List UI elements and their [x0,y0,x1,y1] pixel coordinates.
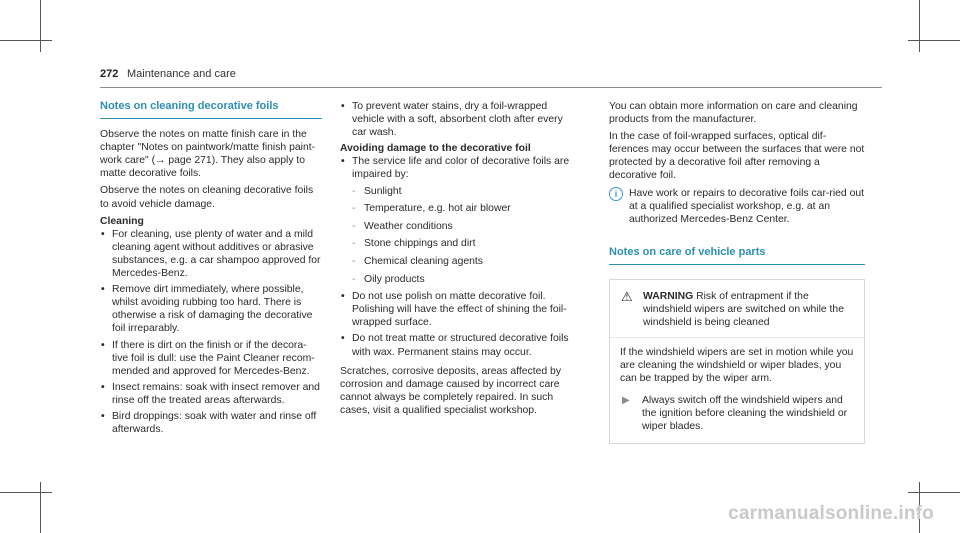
header-rule [100,87,882,88]
list-item: • For cleaning, use plenty of water and a mild cleaning agent without additives or abrasive substances, e.g. a car shampoo approved for Mercedes-Benz. [100,228,322,280]
dash-item: - Sunlight [340,185,580,198]
dash-item: - Stone chippings and dirt [340,237,580,250]
paragraph: Observe the notes on matte finish care in the chapter "Notes on paintwork/matte finish paint-work care" (→ page 271). They also apply to matte decorative foils. [100,129,316,180]
crop-mark [0,492,52,493]
cleaning-list [100,228,322,436]
warning-action [620,394,854,433]
crop-mark [40,482,41,533]
list-item: • Insect remains: soak with insect remover and rinse off the treated areas afterwards. [100,381,322,407]
warning-icon: ⚠ [621,288,633,304]
paragraph: Observe the notes on cleaning decorative foils to avoid vehicle damage. [100,185,314,210]
info-text: Have work or repairs to decorative foils car-ried out at a qualified specialist workshop, e.g. at an authorized Mercedes-Benz Center. [629,187,865,225]
list-item: • Do not use polish on matte decorative foil. Polishing will have the effect of shining the foil-wrapped surface. [340,290,580,329]
warning-box [609,279,865,444]
page-header [100,68,882,84]
heading-rule [609,264,865,265]
polish-list [340,290,580,358]
list-item: • Bird droppings: soak with water and rinse off afterwards. [100,410,322,436]
damage-list [340,155,580,181]
list-item: • The service life and color of decorative foils are impaired by: [340,155,580,181]
crop-mark [919,0,920,52]
heading-rule [100,118,322,119]
list-item: • Do not treat matte or structured decorative foils with wax. Permanent stains may occur. [340,332,580,358]
warning-action-text: Always switch off the windshield wipers and the ignition before cleaning the windshield or wiper blades. [642,394,848,432]
watermark: carmanualsonline.info [728,503,934,524]
subheading-cleaning: Cleaning [100,215,144,227]
column-right [609,100,865,444]
crop-mark [908,492,960,493]
dash-item: - Weather conditions [340,220,580,233]
dash-item: - Chemical cleaning agents [340,255,580,268]
paragraph: In the case of foil-wrapped surfaces, optical dif-ferences may occur between the surfaces that were not protected by a decorative foil after removing a decorative foil. [609,131,865,182]
page-number: 272 [100,68,119,80]
dash-item: - Oily products [340,273,580,286]
warning-text: Risk of entrapment if the windshield wipers are switched on while the windshield is being cleaned [643,290,844,329]
info-note [609,187,865,226]
section-heading-vehicle-parts: Notes on care of vehicle parts [609,245,766,258]
impairment-list [340,185,580,286]
crop-mark [908,40,960,41]
column-left [100,100,322,439]
list-item: • If there is dirt on the finish or if the decora-tive foil is dull: use the Paint Cleaner recom-mended and approved for Mercedes-Benz. [100,339,322,378]
page-section-title: Maintenance and care [127,68,236,80]
paragraph: Scratches, corrosive deposits, areas affected by corrosion and damage caused by incorrect care cannot always be completely repaired. In such cases, visit a qualified specialist workshop. [340,365,562,416]
section-heading-foils: Notes on cleaning decorative foils [100,100,279,112]
crop-mark [0,40,52,41]
crop-mark [40,0,41,52]
arrow-right-icon: ▶ [622,394,630,406]
column-middle [340,100,580,421]
dash-item: - Temperature, e.g. hot air blower [340,202,580,215]
list-item: • Remove dirt immediately, where possible, whilst avoiding rubbing too hard. There is otherwise a risk of damaging the decorative foil irreparably. [100,283,322,335]
wash-list [340,100,580,139]
info-icon: i [609,187,623,201]
list-item: • To prevent water stains, dry a foil-wrapped vehicle with a soft, absorbent cloth after every car wash. [340,100,580,139]
warning-divider [610,337,864,338]
warning-body: If the windshield wipers are set in motion while you are cleaning the windshield or wiper blades, you can be trapped by the wiper arm. [620,347,854,385]
paragraph: You can obtain more information on care and cleaning products from the manufacturer. [609,101,858,126]
subheading-avoiding-damage: Avoiding damage to the decorative foil [340,143,531,155]
warning-header [620,290,854,329]
warning-label: WARNING [643,290,694,302]
